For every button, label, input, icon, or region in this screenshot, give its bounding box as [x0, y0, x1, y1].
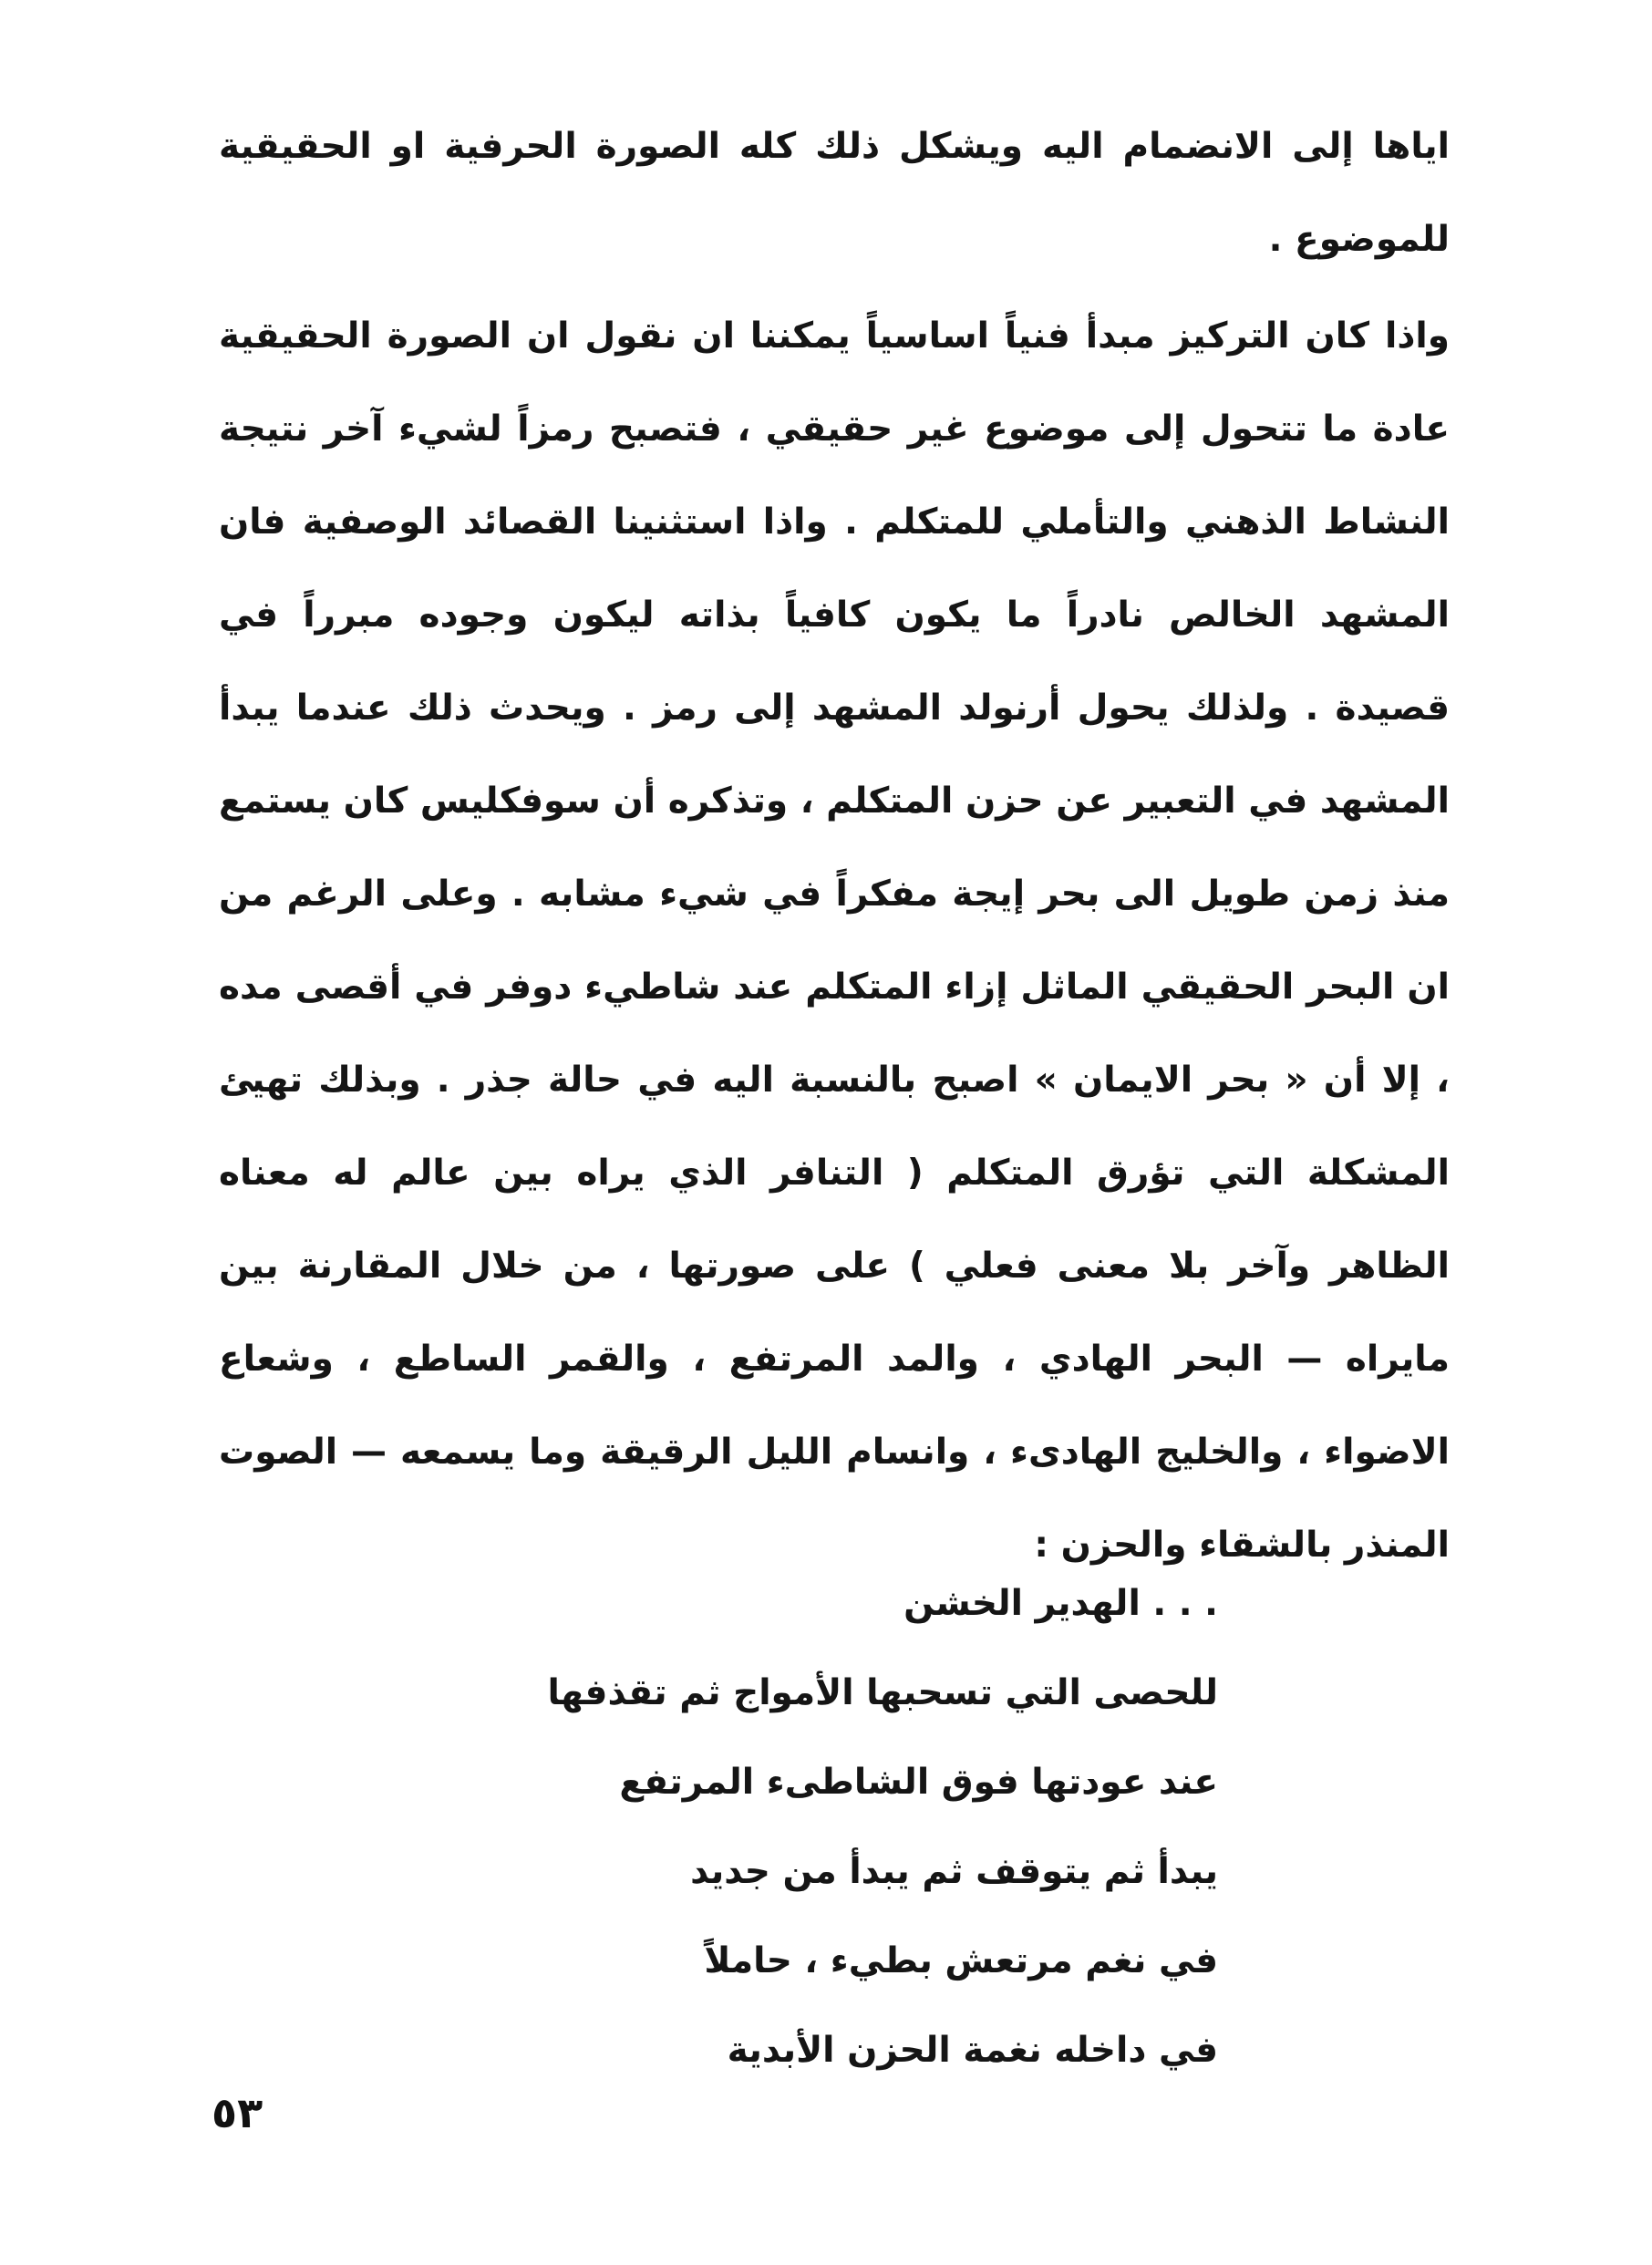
poem-line: في داخله نغمة الحزن الأبدية [727, 2030, 1218, 2071]
poem-line: للحصى التي تسحبها الأمواج ثم تقذفها [547, 1672, 1218, 1713]
paragraph: اياها إلى الانضمام اليه ويشكل ذلك كله الصورة الحرفية او الحقيقية للموضوع . [219, 126, 1450, 260]
poem-line: في نغم مرتعش بطيء ، حاملاً [704, 1940, 1218, 1981]
poem-quotation [398, 1559, 1218, 2095]
page-number: ٥٣ [212, 2088, 263, 2137]
poem-line: يبدأ ثم يتوقف ثم يبدأ من جديد [690, 1851, 1218, 1892]
paragraph: واذا كان التركيز مبدأ فنياً اساسياً يمكننا ان نقول ان الصورة الحقيقية عادة ما تتحول إلى موضوع غير حقيقي ، فتصبح رمزاً لشيء آخر نتيجة النشاط الذهني والتأملي للمتكلم . واذا استثنينا القصائد الوصفية فان المشهد الخالص نادراً ما يكون كافياً بذاته ليكون وجوده مبرراً في قصيدة . ولذلك يحول أرنولد المشهد إلى رمز . ويحدث ذلك عندما يبدأ المشهد في التعبير عن حزن المتكلم ، وتذكره أن سوفكليس كان يستمع منذ زمن طويل الى بحر إيجة مفكراً في شيء مشابه . وعلى الرغم من ان البحر الحقيقي الماثل إزاء المتكلم عند شاطيء دوفر في أقصى مده ، إلا أن « بحر الايمان » اصبح بالنسبة اليه في حالة جذر . وبذلك تهيئ المشكلة التي تؤرق المتكلم ( التنافر الذي يراه بين عالم له معناه الظاهر وآخر بلا معنى فعلي ) على صورتها ، من خلال المقارنة بين مايراه — البحر الهادي ، والمد المرتفع ، والقمر الساطع ، وشعاع الاضواء ، والخليج الهادىء ، وانسام الليل الرقيقة وما يسمعه — الصوت المنذر بالشقاء والحزن : [219, 315, 1450, 1566]
poem-line: عند عودتها فوق الشاطىء المرتفع [619, 1762, 1218, 1803]
poem-line: . . . الهدير الخشن [903, 1583, 1218, 1624]
body-text [219, 100, 1450, 1592]
